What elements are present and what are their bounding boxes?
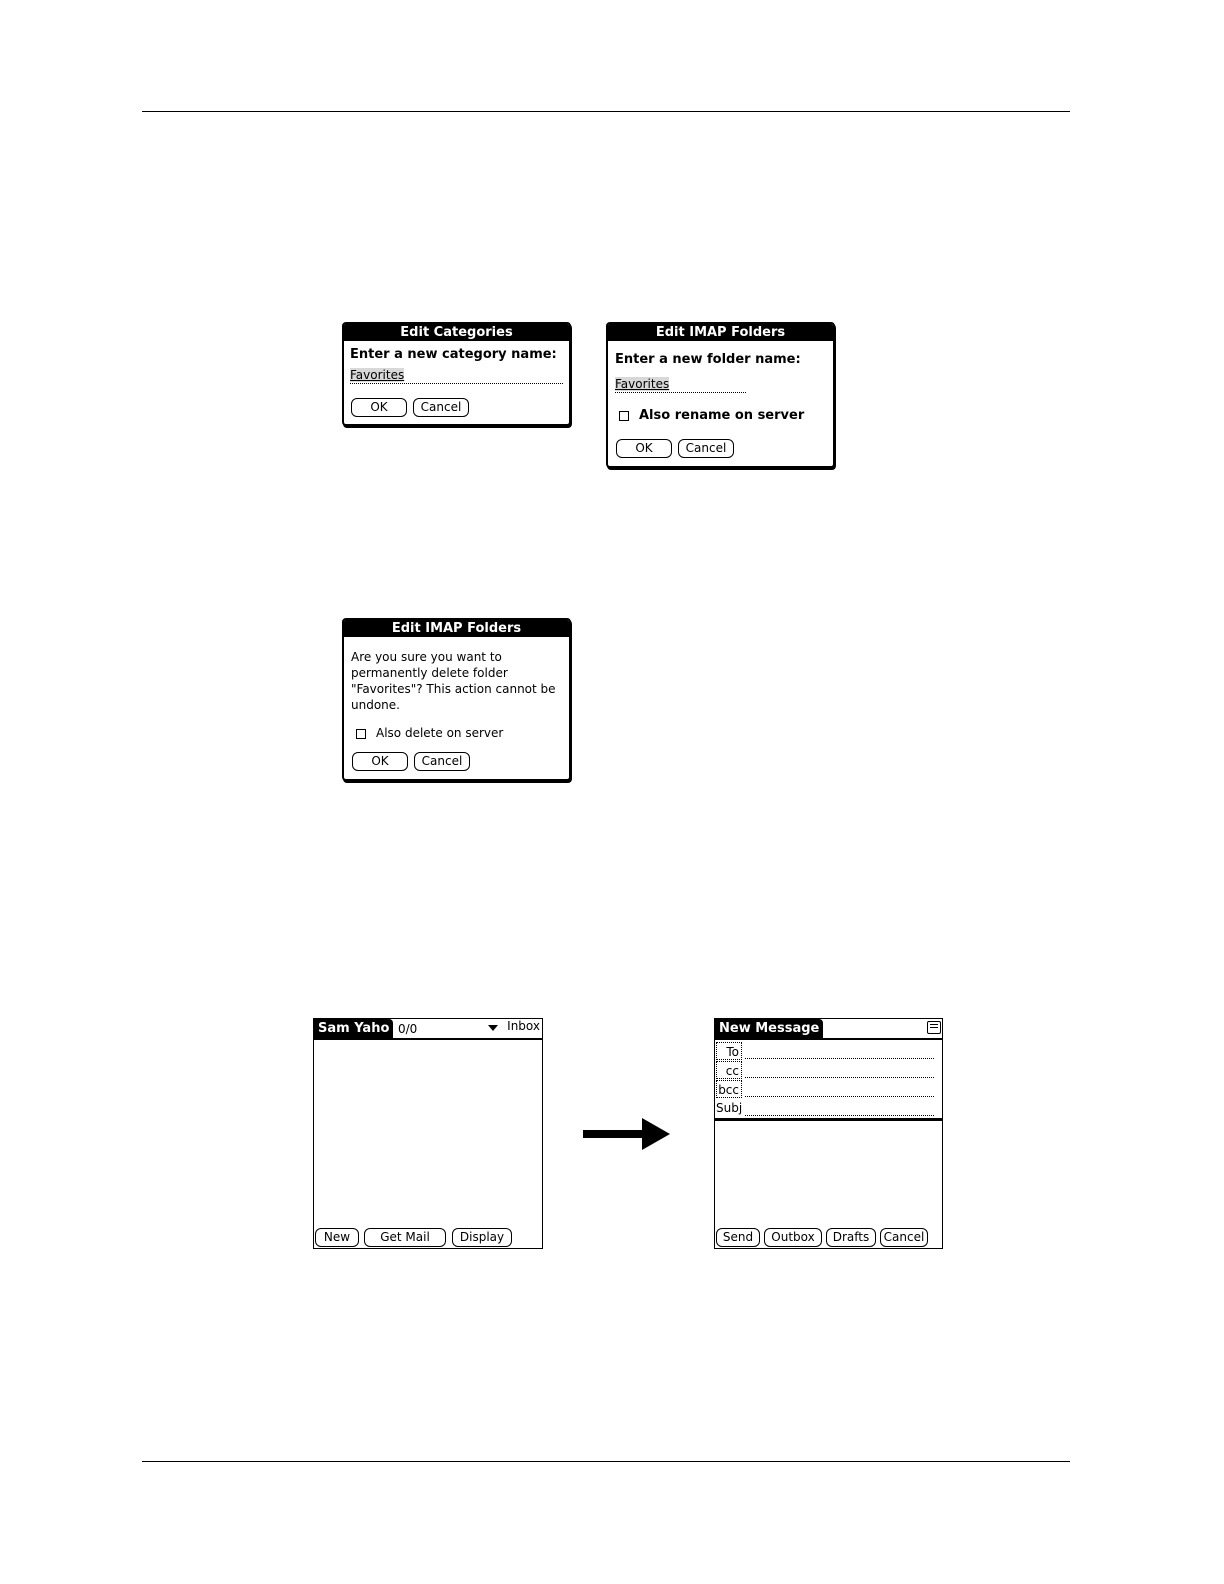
- message-line: "Favorites"? This action cannot be: [351, 682, 556, 696]
- screen-title: Sam Yaho: [314, 1019, 393, 1038]
- dialog-title: Edit Categories: [344, 324, 569, 341]
- rename-folder-dialog: [606, 322, 835, 468]
- category-name-value: Favorites: [350, 368, 405, 382]
- inbox-screen: [313, 1018, 543, 1249]
- cancel-button[interactable]: Cancel: [678, 439, 734, 458]
- new-message-screen: [714, 1018, 943, 1249]
- cancel-button[interactable]: Cancel: [413, 398, 469, 417]
- drafts-button[interactable]: Drafts: [826, 1228, 876, 1247]
- edit-categories-dialog: [342, 322, 571, 426]
- folder-name-prompt: Enter a new folder name:: [615, 352, 801, 367]
- cancel-button[interactable]: Cancel: [880, 1228, 928, 1247]
- menu-icon[interactable]: [927, 1021, 941, 1034]
- ok-button[interactable]: OK: [352, 752, 408, 771]
- title-rule: [715, 1038, 942, 1040]
- display-button[interactable]: Display: [452, 1228, 512, 1247]
- to-field-label[interactable]: To: [716, 1042, 742, 1060]
- send-button[interactable]: Send: [716, 1228, 760, 1247]
- subject-field[interactable]: [745, 1114, 934, 1116]
- delete-message: [351, 649, 556, 713]
- message-body-area[interactable]: [715, 1122, 942, 1226]
- message-count: 0/0: [398, 1022, 418, 1036]
- arrow-shaft: [583, 1130, 645, 1138]
- ok-button[interactable]: OK: [616, 439, 672, 458]
- rename-on-server-checkbox[interactable]: [619, 411, 629, 421]
- to-field[interactable]: [745, 1057, 934, 1059]
- outbox-button[interactable]: Outbox: [764, 1228, 822, 1247]
- category-name-field[interactable]: [350, 368, 563, 384]
- title-rule: [314, 1038, 542, 1040]
- dialog-title: Edit IMAP Folders: [608, 324, 833, 341]
- dialog-title: Edit IMAP Folders: [344, 620, 569, 637]
- message-line: permanently delete folder: [351, 666, 508, 680]
- bottom-rule: [142, 1461, 1070, 1462]
- header-body-divider: [715, 1118, 942, 1121]
- cancel-button[interactable]: Cancel: [414, 752, 470, 771]
- folder-name-value: Favorites: [615, 377, 670, 391]
- message-line: Are you sure you want to: [351, 650, 502, 664]
- ok-button[interactable]: OK: [351, 398, 407, 417]
- rename-on-server-label: Also rename on server: [639, 408, 805, 423]
- bcc-field[interactable]: [745, 1095, 934, 1097]
- cc-field-label[interactable]: cc: [716, 1061, 742, 1079]
- cc-field[interactable]: [745, 1076, 934, 1078]
- get-mail-button[interactable]: Get Mail: [364, 1228, 446, 1247]
- bcc-field-label[interactable]: bcc: [716, 1080, 742, 1098]
- delete-on-server-label: Also delete on server: [376, 726, 504, 740]
- screen-title: New Message: [715, 1019, 823, 1038]
- message-line: undone.: [351, 698, 400, 712]
- triangle-down-icon: [488, 1025, 498, 1031]
- delete-folder-dialog: [342, 618, 571, 781]
- new-button[interactable]: New: [315, 1228, 359, 1247]
- top-rule: [142, 111, 1070, 112]
- delete-on-server-checkbox[interactable]: [356, 729, 366, 739]
- subject-field-label[interactable]: Subj: [716, 1101, 743, 1115]
- arrow-head: [642, 1118, 670, 1150]
- category-name-prompt: Enter a new category name:: [350, 347, 557, 362]
- folder-name: Inbox: [507, 1019, 540, 1033]
- folder-name-field[interactable]: [615, 377, 746, 393]
